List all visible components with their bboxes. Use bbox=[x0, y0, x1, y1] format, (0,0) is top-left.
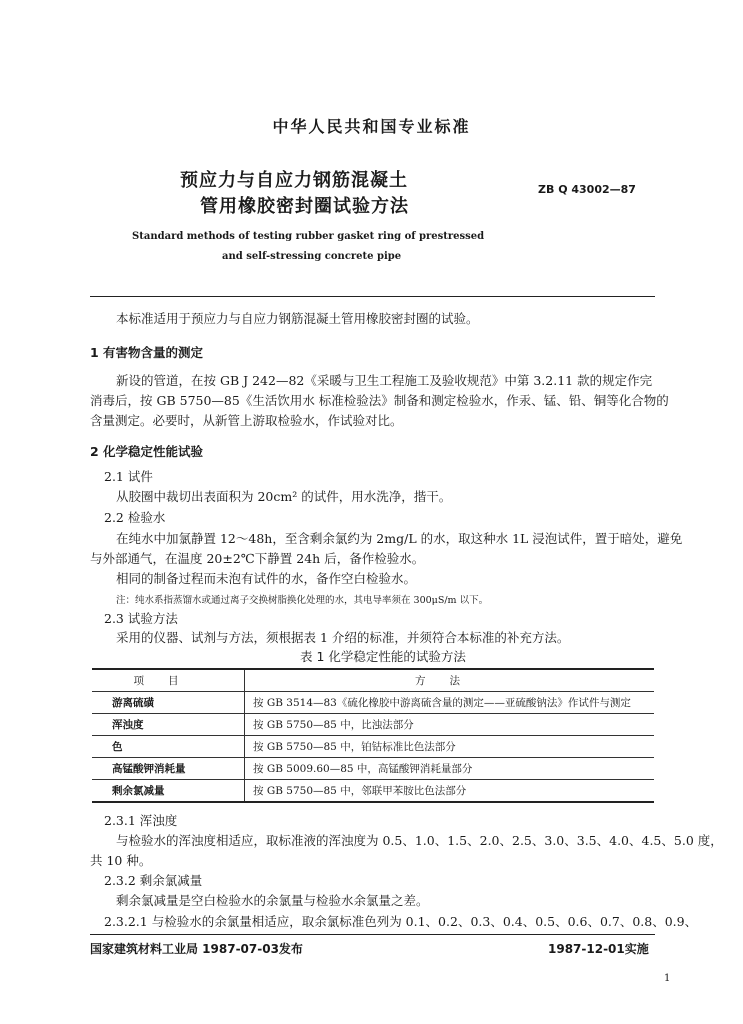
section231-line1: 与检验水的浑浊度相适应，取标准液的浑浊度为 0.5、1.0、1.5、2.0、2.5、3.0、3.5、4.0、4.5、5.0 度， bbox=[116, 833, 723, 848]
column-header-method: 方法 bbox=[245, 669, 655, 692]
section22-note: 注：纯水系指蒸馏水或通过离子交换树脂换化处理的水，其电导率须在 300μS/m 以下。 bbox=[116, 595, 489, 606]
section231-line2: 共 10 种。 bbox=[90, 853, 152, 868]
row-item: 游离硫磺 bbox=[92, 692, 245, 714]
row-item: 高锰酸钾消耗量 bbox=[92, 758, 245, 780]
section22-heading: 2.2 检验水 bbox=[104, 510, 166, 525]
section22-line2: 与外部通气，在温度 20±2℃下静置 24h 后，备作检验水。 bbox=[90, 551, 425, 566]
row-method: 按 GB 5750—85 中，比浊法部分 bbox=[245, 714, 655, 736]
section1-line3: 含量测定。必要时，从新管上游取检验水，作试验对比。 bbox=[90, 413, 403, 428]
table-row bbox=[92, 758, 654, 780]
table-header-row bbox=[92, 669, 654, 692]
section23-text: 采用的仪器、试剂与方法，须根据表 1 介绍的标准，并须符合本标准的补充方法。 bbox=[116, 630, 570, 645]
table1-caption: 表 1 化学稳定性能的试验方法 bbox=[300, 649, 466, 664]
standard-code: ZB Q 43002—87 bbox=[538, 183, 636, 196]
section2321-text: 2.3.2.1 与检验水的余氯量相适应，取余氯标准色列为 0.1、0.2、0.3、0.4、0.5、0.6、0.7、0.8、0.9、 bbox=[104, 914, 698, 929]
section2-heading: 2 化学稳定性能试验 bbox=[90, 444, 204, 459]
table-row bbox=[92, 714, 654, 736]
row-item: 剩余氯减量 bbox=[92, 780, 245, 803]
footer-divider bbox=[90, 934, 655, 935]
table-row bbox=[92, 780, 654, 803]
section22-line3: 相同的制备过程而未泡有试件的水，备作空白检验水。 bbox=[116, 571, 417, 586]
section21-heading: 2.1 试件 bbox=[104, 469, 153, 484]
section21-text: 从胶圈中裁切出表面积为 20cm² 的试件，用水洗净，揩干。 bbox=[116, 489, 452, 504]
intro-text: 本标准适用于预应力与自应力钢筋混凝土管用橡胶密封圈的试验。 bbox=[116, 311, 479, 326]
table-row bbox=[92, 736, 654, 758]
section232-heading: 2.3.2 剩余氯减量 bbox=[104, 873, 203, 888]
section22-line1: 在纯水中加氯静置 12～48h，至含剩余氯约为 2mg/L 的水，取这种水 1L 浸泡试件，置于暗处，避免 bbox=[116, 531, 683, 546]
row-method: 按 GB 5750—85 中，邻联甲苯胺比色法部分 bbox=[245, 780, 655, 803]
test-methods-table bbox=[92, 668, 654, 803]
row-item: 色 bbox=[92, 736, 245, 758]
row-method: 按 GB 5009.60—85 中，高锰酸钾消耗量部分 bbox=[245, 758, 655, 780]
doc-title-line2: 管用橡胶密封圈试验方法 bbox=[200, 196, 409, 217]
page-number: 1 bbox=[664, 973, 671, 984]
row-method: 按 GB 5750—85 中，铂钴标准比色法部分 bbox=[245, 736, 655, 758]
row-method: 按 GB 3514—83《硫化橡胶中游离硫含量的测定——亚硫酸钠法》作试件与测定 bbox=[245, 692, 655, 714]
row-item: 浑浊度 bbox=[92, 714, 245, 736]
section231-heading: 2.3.1 浑浊度 bbox=[104, 813, 178, 828]
section1-line1: 新设的管道，在按 GB J 242—82《采暖与卫生工程施工及验收规范》中第 3.2.11 款的规定作完 bbox=[116, 373, 653, 388]
english-title-line1: Standard methods of testing rubber gasket ring of prestressed bbox=[132, 231, 485, 242]
table-row bbox=[92, 692, 654, 714]
doc-title-line1: 预应力与自应力钢筋混凝土 bbox=[180, 170, 408, 191]
english-title-line2: and self-stressing concrete pipe bbox=[222, 251, 402, 262]
section1-heading: 1 有害物含量的测定 bbox=[90, 345, 204, 360]
section1-line2: 消毒后，按 GB 5750—85《生活饮用水 标准检验法》制备和测定检验水，作汞、锰、铅、铜等化合物的 bbox=[90, 393, 669, 408]
section232-line1: 剩余氯减量是空白检验水的余氯量与检验水余氯量之差。 bbox=[116, 893, 429, 908]
header-divider bbox=[90, 296, 655, 297]
section23-heading: 2.3 试验方法 bbox=[104, 611, 178, 626]
standard-title: 中华人民共和国专业标准 bbox=[272, 117, 471, 136]
effective-date: 1987-12-01实施 bbox=[548, 942, 649, 956]
column-header-item: 项目 bbox=[92, 669, 245, 692]
issuer-line: 国家建筑材料工业局 1987-07-03发布 bbox=[90, 942, 303, 956]
